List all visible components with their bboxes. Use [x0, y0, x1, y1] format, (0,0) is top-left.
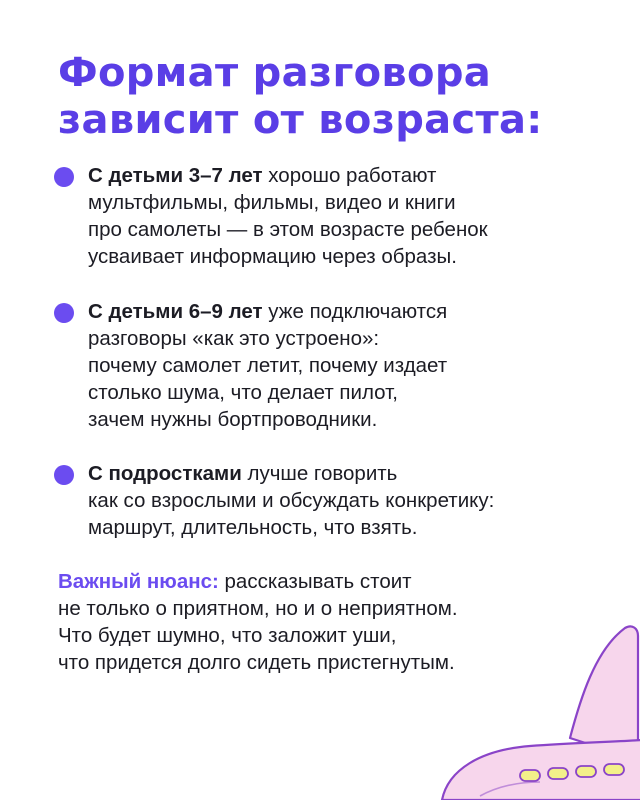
list-item-line: почему самолет летит, почему издает: [88, 354, 448, 377]
list-item-text-rest: лучше говорить: [241, 462, 398, 485]
airplane-illustration: [420, 610, 640, 800]
bullet-icon: [54, 303, 74, 323]
bullet-icon: [54, 465, 74, 485]
list-item-text-rest: хорошо работают: [262, 164, 437, 187]
list-item-line: зачем нужны бортпроводники.: [88, 408, 378, 431]
list-item-text: [88, 460, 494, 541]
list-item-line: маршрут, длительность, что взять.: [88, 516, 418, 539]
note-line: Что будет шумно, что заложит уши,: [58, 624, 397, 647]
list-item-text: [88, 298, 447, 433]
list-item-line: усваивает информацию через образы.: [88, 245, 457, 268]
important-note: [58, 568, 458, 676]
list-item-line: столько шума, что делает пилот,: [88, 381, 398, 404]
page-title: [58, 50, 598, 144]
list-item-line: как со взрослыми и обсуждать конкретику:: [88, 489, 495, 512]
list-item-lead: С подростками: [88, 462, 242, 485]
bullet-icon: [54, 167, 74, 187]
list-item-line: разговоры «как это устроено»:: [88, 327, 380, 350]
list-item-line: про самолеты — в этом возрасте ребенок: [88, 218, 488, 241]
note-text-rest: рассказывать стоит: [218, 570, 412, 593]
list-item-lead: С детьми 3–7 лет: [88, 164, 263, 187]
note-line: что придется долго сидеть пристегнутым.: [58, 651, 455, 674]
note-accent: Важный нюанс:: [58, 570, 219, 593]
note-line: не только о приятном, но и о неприятном.: [58, 597, 458, 620]
list-item-text-rest: уже подключаются: [262, 300, 448, 323]
title-line: зависит от возраста:: [58, 97, 543, 143]
list-item-line: мультфильмы, фильмы, видео и книги: [88, 191, 456, 214]
list-item-text: [88, 162, 488, 270]
list-item-lead: С детьми 6–9 лет: [88, 300, 263, 323]
title-line: Формат разговора: [58, 50, 492, 96]
